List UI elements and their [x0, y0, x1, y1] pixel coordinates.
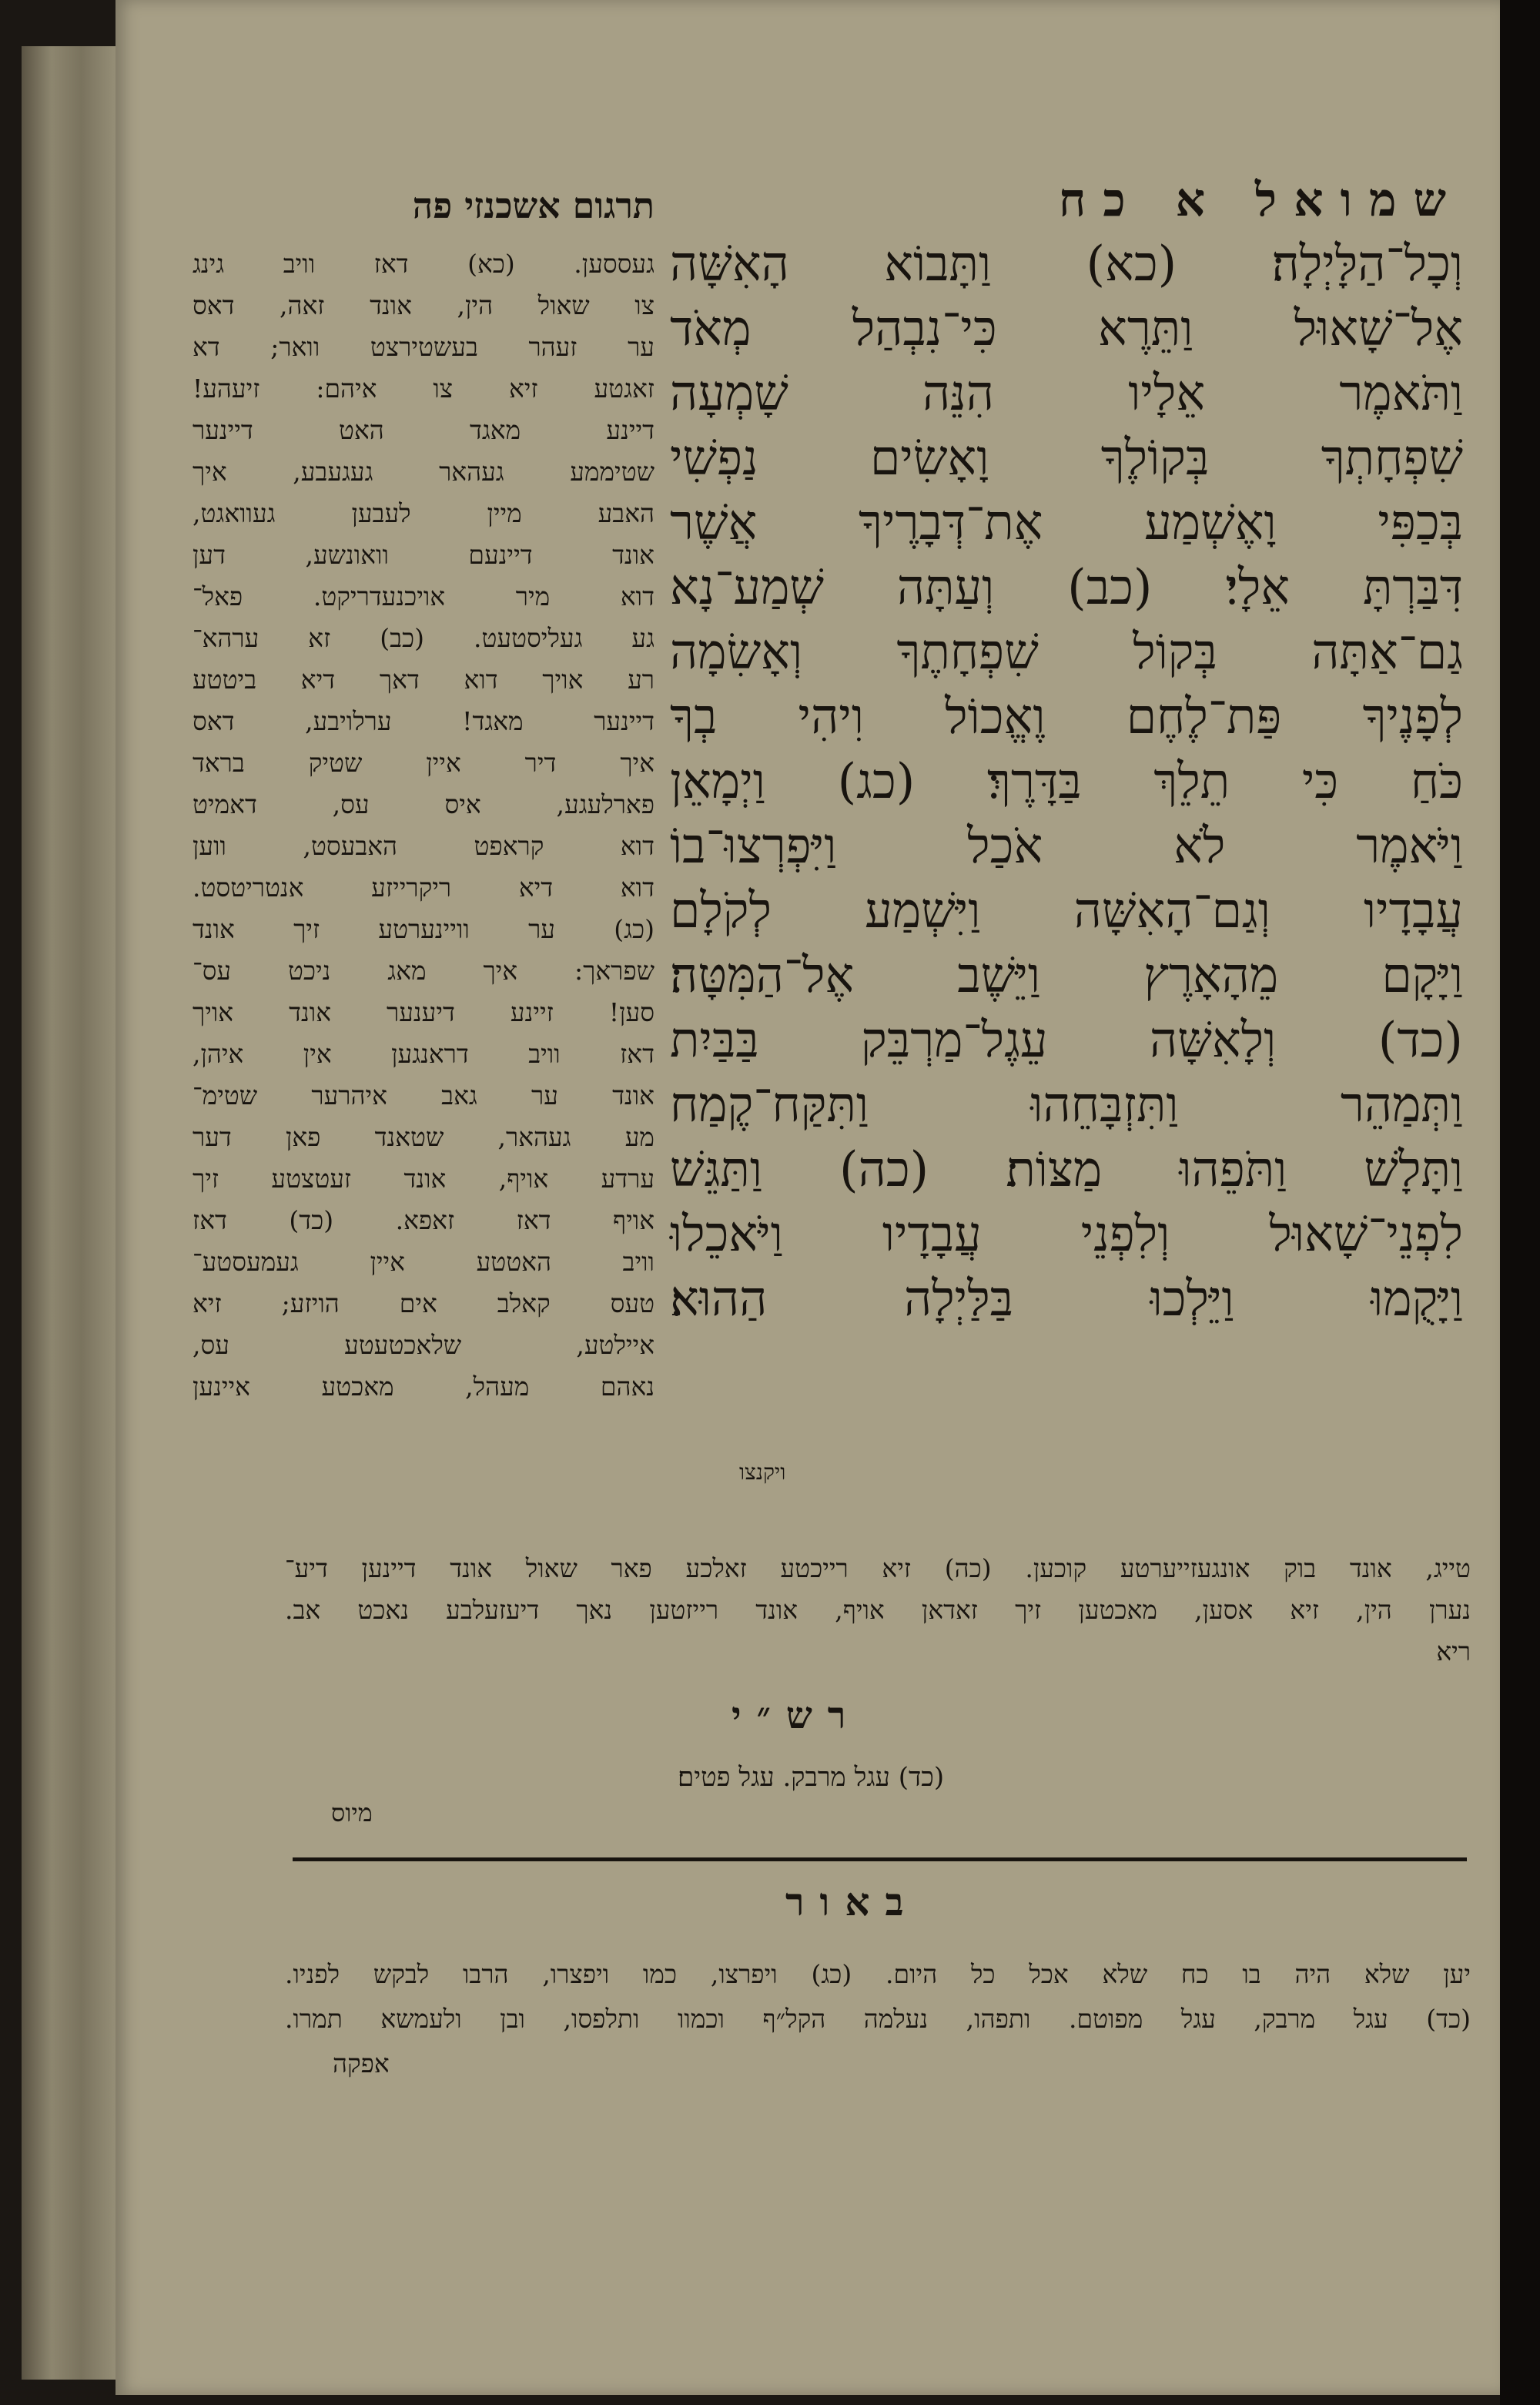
translation-line: דאז וויב דראנגען אין איהן,: [192, 1039, 654, 1069]
translation-line: אויף דאז זאפא. (כד) דאז: [192, 1205, 654, 1235]
translation-column: [192, 185, 654, 1408]
book-page-edges: [22, 46, 122, 2380]
continuation-line: טייג, אונד בוק אונגעזייערטע קוכען. (כה) זיא רייכטע זאלכע פאר שאול אונד דיינען דיע־: [285, 1553, 1471, 1583]
translation-line: דיינע מאגד האט דיינער: [192, 415, 654, 445]
translation-line: געססען. (כא) דאז וויב גינג: [192, 249, 654, 279]
translation-line: ער זעהר בעשטירצט וואר; דא: [192, 332, 654, 362]
translation-line: ערדע אויף, אונד זעטצטע זיך: [192, 1164, 654, 1194]
translation-line: דוא מיר אויכנעדריקט. פאל־: [192, 581, 654, 611]
translation-line: זאגטע זיא צו איהם: זיעהע!: [192, 373, 654, 404]
main-catchword: ויקנצו: [739, 1459, 786, 1485]
scripture-line: וַיָּקָם מֵהָאָרֶץ וַיֵּשֶׁב אֶל־הַמִּטָּה׃: [670, 947, 1463, 1003]
continuation-line: נערן הין, זיא אסען, מאכטען זיך זאדאן אויף, אונד רייזטען נאך דיעזעלבע נאכט אב.: [285, 1595, 1471, 1625]
section-divider: [293, 1857, 1467, 1861]
rashi-catchword: מיוס: [331, 1798, 373, 1827]
main-text-lines: [670, 232, 1463, 1331]
translation-line: רע אויך דוא דאך דיא ביטטע: [192, 665, 654, 695]
translation-header: תרגום אשכנזי פה: [412, 185, 654, 226]
translation-line: וויב האטטע איין געמעסטע־: [192, 1247, 654, 1277]
rashi-commentary: (כד) עגל מרבק. עגל פטים׃: [678, 1762, 945, 1793]
beur-title: באור: [785, 1879, 919, 1924]
scripture-line: אֶל־שָׁאוּל וַתֵּרֶא כִּי־נִבְהַל מְאֹד: [670, 300, 1463, 357]
translation-line: מע געהאר, שטאנד פאן דער: [192, 1122, 654, 1152]
translation-line: דוא דיא ריקרייזע אנטריטסט.: [192, 873, 654, 903]
translation-line: נאהם מעהל, מאכטע איינען: [192, 1372, 654, 1402]
translation-line: איך דיר איין שטיק בראד: [192, 748, 654, 778]
translation-line: דיינער מאגד! ערלויבע, דאס: [192, 706, 654, 736]
book-gutter: [1500, 0, 1540, 2405]
beur-line: יען שלא היה בו כח שלא אכל כל היום. (כג) ויפרצו, כמו ויפצרו, הרבו לבקש לפניו.: [285, 1959, 1471, 1989]
scripture-line: וַיָּקֻמוּ וַיֵּלְכוּ בַּלַּיְלָה הַהוּא׃: [670, 1271, 1463, 1327]
translation-lines: [192, 243, 654, 1408]
translation-line: איילטע, שלאכטעטע עס,: [192, 1330, 654, 1360]
scripture-line: עֲבָדָיו וְגַם־הָאִשָּׁה וַיִּשְׁמַע לְקֹלָם: [670, 883, 1463, 939]
translation-line: האבע מיין לעבען געוואגט,: [192, 498, 654, 528]
scripture-line: וַתָּלָשׁ וַתֹּפֵהוּ מַצּוֹת׃ (כה) וַתַּגֵּשׁ: [670, 1141, 1463, 1197]
rashi-title: רש״י: [732, 1694, 862, 1737]
scripture-line: לְפָנֶיךָ פַּת־לֶחֶם וֶאֱכוֹל וִיהִי בְךָ: [670, 688, 1463, 745]
translation-line: (כג) ער וויינערטע זיך אונד: [192, 914, 654, 944]
scripture-line: וַתְּמַהֵר וַתִּזְבָּחֵהוּ וַתִּקַּח־קֶמַח: [670, 1077, 1463, 1133]
translation-line: גע געליסטעט. (כב) זא ערהא־: [192, 623, 654, 653]
scripture-line: וַיֹּאמֶר לֹא אֹכַל וַיִּפְרְצוּ־בוֹ: [670, 818, 1463, 874]
translation-line: סען! זיינע דיענער אונד אויך: [192, 997, 654, 1027]
translation-line: אונד ער גאב איהרער שטימ־: [192, 1080, 654, 1110]
scripture-line: כֹּחַ כִּי תֵלֵךְ בַּדָּרֶךְ׃ (כג) וַיְמָאֵן: [670, 753, 1463, 809]
page-catchword: אפקה: [333, 2048, 390, 2078]
scripture-line: שִׁפְחָתְךָ בְּקוֹלֶךָ וָאָשִׂים נַפְשִׁי: [670, 430, 1463, 486]
scripture-line: לִפְנֵי־שָׁאוּל וְלִפְנֵי עֲבָדָיו וַיֹּאכֵלוּ: [670, 1206, 1463, 1262]
scripture-line: (כד) וְלָאִשָּׁה עֵגֶל־מַרְבֵּק בַּבַּיִת: [670, 1012, 1463, 1068]
continuation-end: ריא: [1436, 1636, 1471, 1666]
translation-line: טעס קאלב אים הויזע; זיא: [192, 1288, 654, 1318]
beur-commentary: [285, 1952, 1471, 2042]
translation-line: שפראך: איך מאג ניכט עס־: [192, 956, 654, 986]
translation-continuation: [285, 1548, 1471, 1673]
translation-line: אונד דיינעם וואונשע, דען: [192, 540, 654, 570]
scripture-line: בְּכַפִּי וָאֶשְׁמַע אֶת־דְּבָרֶיךָ אֲשֶׁר: [670, 494, 1463, 551]
scripture-line: וְכָל־הַלָּיְלָה׃ (כא) וַתָּבוֹא הָאִשָּׁה: [670, 236, 1463, 292]
scripture-line: גַם־אַתָּה בְּקוֹל שִׁפְחָתֶךָ וְאָשִׂמָה: [670, 624, 1463, 680]
translation-line: צו שאול הין, אונד זאה, דאס: [192, 290, 654, 320]
scripture-line: דִּבַּרְתָּ אֵלָי׃ (כב) וְעַתָּה שְׁמַע־נָא: [670, 559, 1463, 615]
scripture-line: וַתֹּאמֶר אֵלָיו הִנֵּה שָׁמְעָה: [670, 365, 1463, 421]
running-header: שמואל א כח: [1058, 173, 1463, 227]
beur-line: (כד) עגל מרבק, עגל מפוטם. ותפהו, נעלמה הקל״ף וכמוו ותלפסו, ובן ולעמשא תמרו.: [285, 2004, 1471, 2034]
translation-line: שטיממע געהאר געגעבע, איך: [192, 457, 654, 487]
translation-line: פארלעגע, איס עס, דאמיט: [192, 789, 654, 819]
main-text-column: [670, 173, 1463, 1331]
translation-line: דוא קראפט האבעסט, ווען: [192, 831, 654, 861]
